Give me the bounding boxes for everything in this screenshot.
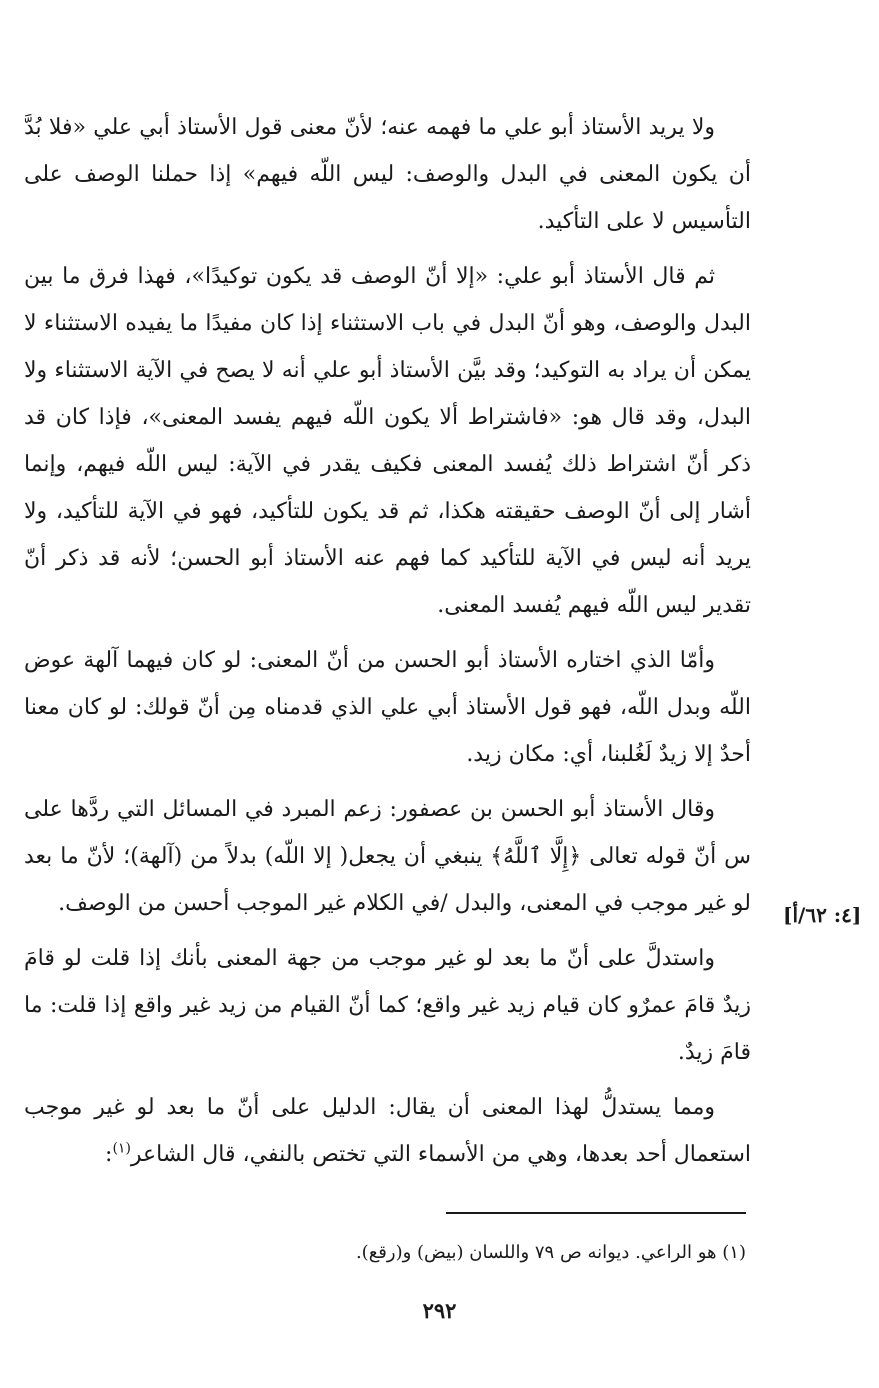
paragraph-4: وقال الأستاذ أبو الحسن بن عصفور: زعم المبرد في المسائل التي ردَّها على س أنّ قوله تعالى ﴿إِلَّا ٱللَّهُ﴾ ينبغي أن يجعل( إلا اللّه) بدلاً من (آلهة)؛ لأنّ ما بعد لو غير موجب في المعنى، والبدل /في الكلام غير الموجب أحسن من الوصف. bbox=[24, 797, 751, 916]
footnote-reference: (١) bbox=[112, 1140, 131, 1157]
paragraph-6-trailing: : bbox=[105, 1142, 113, 1167]
paragraph-4-after-marker: في الكلام غير الموجب أحسن من الوصف. bbox=[58, 891, 441, 916]
paragraph-6 bbox=[24, 1084, 751, 1178]
paragraph-6-text: ومما يستدلُّ لهذا المعنى أن يقال: الدليل على أنّ ما بعد لو غير موجب استعمال أحد بعدها، وهي من الأسماء التي تختص بالنفي، قال الشاعر bbox=[24, 1095, 751, 1167]
manuscript-folio-marker: [٤: ٦٢/أ] bbox=[783, 903, 862, 927]
paragraph-2: ثم قال الأستاذ أبو علي: «إلا أنّ الوصف قد يكون توكيدًا»، فهذا فرق ما بين البدل والوصف، وهو أنّ البدل في باب الاستثناء إذا كان مفيدًا ما يفيده الاستثناء لا يمكن أن يراد به التوكيد؛ وقد بيَّن الأستاذ أبو علي أنه لا يصح في الآية الاستثناء ولا البدل، وقد قال هو: «فاشتراط ألا يكون اللّه فيهم يفسد المعنى»، فإذا كان قد ذكر أنّ اشتراط ذلك يُفسد المعنى فكيف يقدر في الآية: ليس اللّه فيهم، وإنما أشار إلى أنّ الوصف حقيقته هكذا، ثم قد يكون للتأكيد، فهو في الآية للتأكيد، ولا يريد أنه ليس في الآية للتأكيد كما فهم عنه الأستاذ أبو الحسن؛ لأنه قد ذكر أنّ تقدير ليس اللّه فيهم يُفسد المعنى. bbox=[24, 264, 751, 618]
paragraph-1: ولا يريد الأستاذ أبو علي ما فهمه عنه؛ لأنّ معنى قول الأستاذ أبي علي «فلا بُدَّ أن يكون المعنى في البدل والوصف: ليس اللّه فيهم» إذا حملنا الوصف على التأسيس لا على التأكيد. bbox=[24, 115, 751, 234]
footnote-separator bbox=[446, 1212, 746, 1214]
footnote: (١) هو الراعي. ديوانه ص ٧٩ واللسان (بيض) و(رقع). bbox=[355, 1242, 746, 1263]
paragraph-4-before-marker: وقال الأستاذ أبو الحسن بن عصفور: زعم المبرد في المسائل التي ردَّها على س أنّ قوله تعالى ﴿إِلَّا ٱللَّهُ﴾ ينبغي أن يجعل( إلا اللّه) بدلاً من (آلهة)؛ لأنّ ما بعد لو غير موجب في المعنى، والبدل bbox=[24, 797, 751, 916]
paragraph-5: واستدلَّ على أنّ ما بعد لو غير موجب من جهة المعنى بأنك إذا قلت لو قامَ زيدٌ قامَ عمرٌو كان قيام زيد غير واقع؛ كما أنّ القيام من زيد غير واقع إذا قلت: ما قامَ زيدٌ. bbox=[24, 946, 751, 1065]
page-number: ٢٩٢ bbox=[422, 1298, 457, 1323]
main-text bbox=[24, 104, 751, 1186]
paragraph-3: وأمّا الذي اختاره الأستاذ أبو الحسن من أنّ المعنى: لو كان فيهما آلهة عوض اللّه وبدل اللّه، فهو قول الأستاذ أبي علي الذي قدمناه مِن أنّ قولك: لو كان معنا أحدٌ إلا زيدٌ لَغُلبنا، أي: مكان زيد. bbox=[24, 648, 751, 767]
